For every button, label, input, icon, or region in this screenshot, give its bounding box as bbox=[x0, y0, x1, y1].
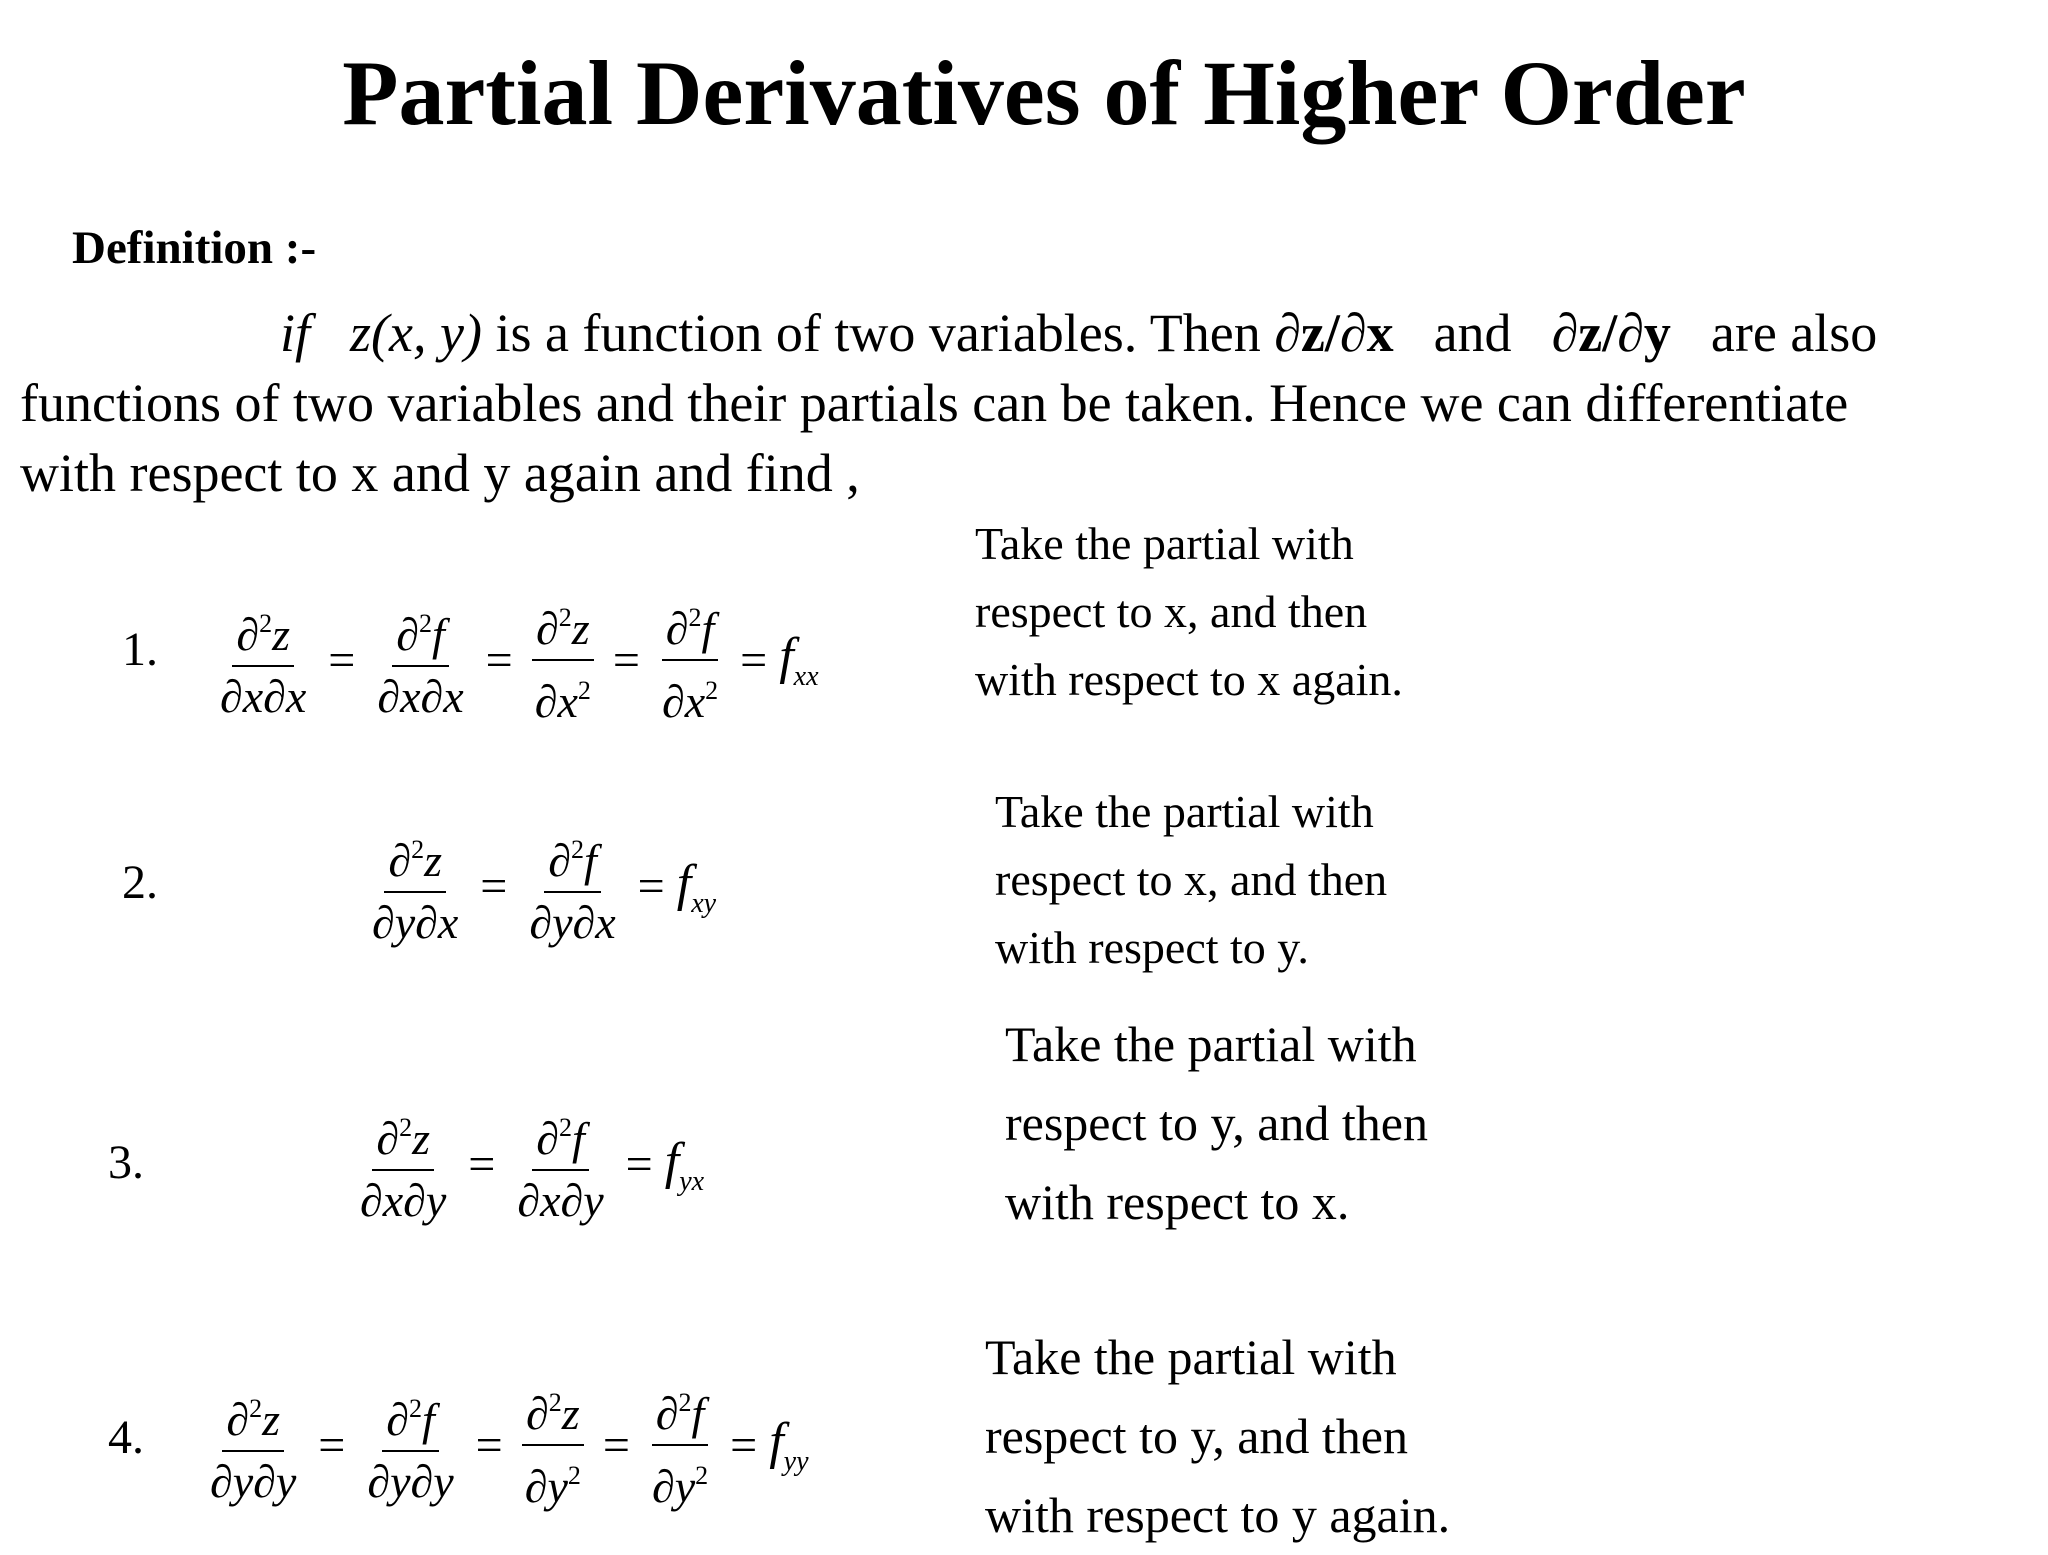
fraction bbox=[648, 1375, 712, 1515]
dz-dy: ∂z/∂y bbox=[1551, 303, 1671, 363]
frac-denominator: $\partial x^2$ bbox=[534, 676, 591, 727]
item-number: 3. bbox=[108, 1136, 144, 1189]
fraction bbox=[356, 1100, 450, 1229]
fraction bbox=[368, 822, 462, 951]
description-line: with respect to x again. bbox=[975, 654, 1403, 705]
frac-numerator: ∂$^2$f bbox=[532, 1100, 589, 1171]
description-line: Take the partial with bbox=[975, 518, 1354, 569]
fraction bbox=[513, 1100, 607, 1229]
equation-1: $\frac{\partial^2z}{\partial x\partial x}$ = $\frac{\partial^2f}{\partial x\partial x}$ = $\frac{\partial^2z}{\partial x^2}$ = $\frac{\partial^2f}{\partial x^2}$ = $f_{xx}$ bbox=[210, 590, 819, 730]
description-line: Take the partial with bbox=[1005, 1016, 1417, 1072]
frac-denominator: ∂y∂x bbox=[529, 897, 616, 948]
frac-numerator: ∂$^2$z bbox=[522, 1375, 584, 1446]
dz-dx: ∂z/∂x bbox=[1274, 303, 1394, 363]
and-word: and bbox=[1433, 303, 1512, 363]
fraction bbox=[363, 1381, 457, 1510]
description-3 bbox=[1005, 1005, 1428, 1242]
frac-numerator: ∂$^2$z bbox=[372, 1100, 434, 1171]
definition-line-1 bbox=[280, 300, 1877, 366]
fraction bbox=[216, 596, 310, 725]
frac-denominator: $\partial y^2$ bbox=[651, 1461, 709, 1512]
result-function: $f_{xy}$ bbox=[676, 854, 717, 919]
frac-denominator: ∂y∂y bbox=[210, 1455, 297, 1507]
item-number: 1. bbox=[122, 623, 158, 676]
if-word: if bbox=[280, 303, 311, 363]
description-line: Take the partial with bbox=[985, 1329, 1397, 1385]
definition-text-a: is a function of two variables. Then bbox=[481, 303, 1275, 363]
frac-numerator: ∂$^2$z bbox=[532, 590, 594, 661]
frac-denominator: ∂x∂y bbox=[517, 1175, 604, 1226]
frac-denominator: ∂x∂y bbox=[360, 1175, 447, 1226]
function-args: (x, y) bbox=[371, 303, 482, 363]
frac-numerator: ∂$^2$f bbox=[382, 1381, 439, 1452]
frac-numerator: ∂$^2$f bbox=[652, 1375, 709, 1446]
description-line: respect to y, and then bbox=[985, 1408, 1408, 1464]
description-4 bbox=[985, 1318, 1450, 1555]
item-number: 2. bbox=[122, 856, 158, 909]
frac-numerator: ∂$^2$f bbox=[392, 596, 449, 667]
frac-numerator: ∂$^2$z bbox=[222, 1381, 284, 1452]
description-line: respect to y, and then bbox=[1005, 1095, 1428, 1151]
definition-label: Definition :- bbox=[72, 222, 317, 274]
frac-denominator: $\partial x^2$ bbox=[661, 676, 719, 727]
description-line: Take the partial with bbox=[995, 786, 1374, 837]
fraction bbox=[658, 590, 722, 730]
frac-denominator: $\partial y^2$ bbox=[524, 1461, 581, 1512]
frac-numerator: ∂$^2$z bbox=[384, 822, 446, 893]
frac-numerator: ∂$^2$f bbox=[662, 590, 719, 661]
result-function: $f_{yx}$ bbox=[664, 1132, 705, 1197]
frac-denominator: ∂y∂y bbox=[367, 1455, 454, 1507]
page-title: Partial Derivatives of Higher Order bbox=[342, 42, 1746, 144]
definition-text-b: are also bbox=[1710, 303, 1878, 363]
definition-line-3: with respect to x and y again and find , bbox=[20, 443, 860, 503]
description-line: respect to x, and then bbox=[975, 586, 1368, 637]
fraction bbox=[531, 590, 595, 730]
description-line: with respect to y again. bbox=[985, 1487, 1451, 1543]
definition-line-2: functions of two variables and their partials can be taken. Hence we can differentiate bbox=[20, 373, 1849, 433]
description-line: with respect to x. bbox=[1005, 1174, 1350, 1230]
result-function: $f_{xx}$ bbox=[779, 628, 819, 692]
frac-denominator: ∂y∂x bbox=[372, 897, 459, 948]
item-number: 4. bbox=[108, 1411, 144, 1464]
result-function: $f_{yy}$ bbox=[769, 1413, 809, 1477]
equation-3: $\frac{\partial^2z}{\partial x\partial y}$ = $\frac{\partial^2f}{\partial x\partial y}$ = $f_{yx}$ bbox=[350, 1100, 704, 1229]
frac-denominator: ∂x∂x bbox=[377, 670, 464, 722]
description-2 bbox=[995, 778, 1387, 982]
frac-numerator: ∂$^2$z bbox=[232, 596, 294, 667]
equation-2: $\frac{\partial^2z}{\partial y\partial x}$ = $\frac{\partial^2f}{\partial y\partial x}$ = $f_{xy}$ bbox=[362, 822, 716, 951]
fraction bbox=[525, 822, 619, 951]
equation-4: $\frac{\partial^2z}{\partial y\partial y}$ = $\frac{\partial^2f}{\partial y\partial y}$ = $\frac{\partial^2z}{\partial y^2}$ = $\frac{\partial^2f}{\partial y^2}$ = $f_{yy}$ bbox=[200, 1375, 809, 1515]
fraction bbox=[206, 1381, 300, 1510]
description-line: with respect to y. bbox=[995, 922, 1309, 973]
frac-denominator: ∂x∂x bbox=[220, 670, 307, 722]
frac-numerator: ∂$^2$f bbox=[544, 822, 601, 893]
description-line: respect to x, and then bbox=[995, 854, 1388, 905]
fraction bbox=[521, 1375, 585, 1515]
fraction bbox=[373, 596, 467, 725]
description-1 bbox=[975, 510, 1403, 714]
function-name: z bbox=[350, 303, 372, 363]
